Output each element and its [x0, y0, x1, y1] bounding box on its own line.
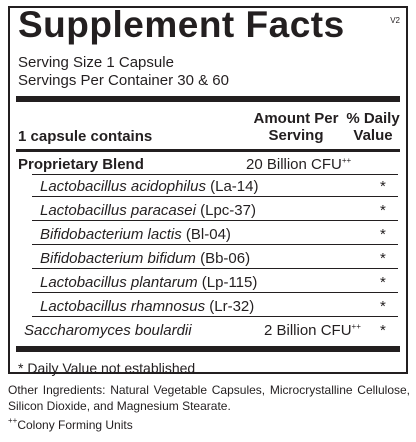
blend-label: Proprietary Blend: [18, 156, 144, 173]
strain-name: Lactobacillus rhamnosus (Lr-32): [40, 298, 255, 315]
strain-row: [18, 295, 398, 317]
other-ingredients: Other Ingredients: Natural Vegetable Capsules, Microcrystalline Cellulose, Silicon Dioxide, and Magnesium Stearate.: [8, 383, 410, 413]
strain-dv: *: [380, 274, 386, 291]
daily-value-note: * Daily Value not established: [18, 360, 196, 376]
col-header-contains: 1 capsule contains: [18, 128, 153, 145]
strain-dv: *: [380, 226, 386, 243]
serving-size: Serving Size 1 Capsule: [18, 54, 174, 71]
strain-row: [18, 223, 398, 245]
strain-row: [18, 271, 398, 293]
footer-divider-thick: [16, 346, 400, 352]
header-divider-thick: [16, 96, 400, 102]
strain-dv: *: [380, 202, 386, 219]
version-label: V2: [390, 16, 400, 25]
strain-row: [18, 175, 398, 197]
strain-name: Bifidobacterium lactis (Bl-04): [40, 226, 231, 243]
col-header-amount: Amount Per Serving: [253, 110, 339, 144]
strain-name: Lactobacillus plantarum (Lp-115): [40, 274, 258, 291]
strain-name: Lactobacillus acidophilus (La-14): [40, 178, 259, 195]
strain-name: Bifidobacterium bifidum (Bb-06): [40, 250, 251, 267]
strain-dv: *: [380, 178, 386, 195]
saccharomyces-amount: 2 Billion CFU++: [264, 322, 361, 339]
strain-dv: *: [380, 250, 386, 267]
table-header-divider: [16, 149, 400, 152]
cfu-note: ++Colony Forming Units: [8, 416, 133, 432]
blend-amount: 20 Billion CFU++: [246, 156, 352, 173]
strain-name: Lactobacillus paracasei (Lpc-37): [40, 202, 256, 219]
saccharomyces-row: [18, 319, 398, 341]
strain-row: [18, 199, 398, 221]
strain-dv: *: [380, 298, 386, 315]
panel-title: Supplement Facts: [18, 4, 345, 45]
col-header-dv: % Daily Value: [346, 110, 400, 144]
saccharomyces-name: Saccharomyces boulardii: [24, 322, 192, 339]
blend-row: [18, 153, 398, 175]
servings-per-container: Servings Per Container 30 & 60: [18, 72, 229, 89]
saccharomyces-dv: *: [380, 322, 386, 339]
supplement-facts-panel: [8, 6, 408, 374]
strain-row: [18, 247, 398, 269]
